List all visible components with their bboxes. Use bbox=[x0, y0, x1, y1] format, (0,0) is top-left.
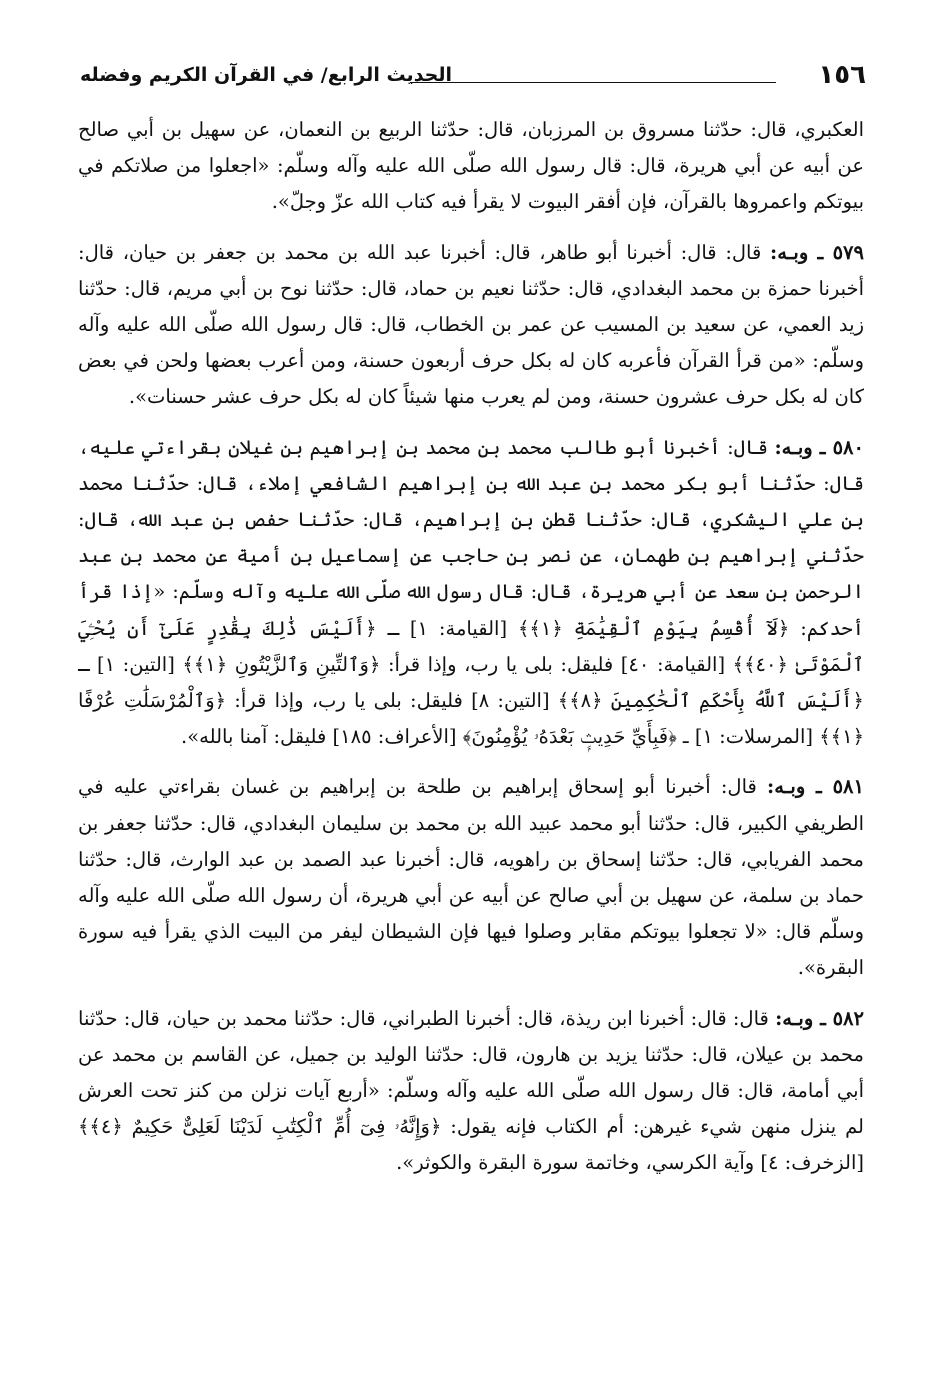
paragraph-text: قال: أخبرنا أبو إسحاق إبراهيم بن طلحة بن إبراهيم بن غسان بقراءتي عليه في الطريفي الكبير، قال: حدّثنا أبو محمد عبيد الله بن محمد بن سليمان البغدادي، قال: حدّثنا جعفر بن محمد الفريابي، قال: حدّثنا إسحاق بن راهويه، قال: أخبرنا عبد الصمد بن عبد الوارث، قال: حدّثنا حماد بن سلمة، عن سهيل بن أبي صالح عن أبيه عن أبي هريرة، أن رسول الله صلّى الله عليه وآله وسلّم قال: «لا تجعلوا بيوتكم مقابر وصلوا فيها فإن الشيطان ليفر من البيت الذي يقرأ فيه سورة البقرة». bbox=[78, 775, 864, 980]
paragraph-text: قال: أخبرنا أبو طالب محمد بن محمد بن إبراهيم بن غيلان بقراءتي عليه، قال: حدّثنا أبو بكر محمد بن عبد الله بن إبراهيم الشافعي إملاء، قال: حدّثنا محمد بن علي اليشكري، قال: حدّثنا قطن بن إبراهيم، قال: حدّثنا حفص بن عبد الله، قال: حدّثني إبراهيم بن طهمان، عن نصر بن حاجب عن إسماعيل بن أمية عن محمد بن عبد الرحمن بن سعد عن أبي هريرة، قال: قال رسول الله صلّى الله عليه وآله وسلّم: «إذا قرأ أحدكم: ﴿لَآ أُقْسِمُ بِيَوْمِ ٱلْقِيَٰمَةِ ﴿١﴾﴾ [القيامة: ١] ـ ﴿أَلَيْسَ ذَٰلِكَ بِقَٰدِرٍ عَلَىٰٓ أَن يُحْـِۧيَ ٱلْمَوْتَىٰ ﴿٤٠﴾﴾ [القيامة: ٤٠] فليقل: بلى يا رب، وإذا قرأ: ﴿وَٱلتِّينِ وَٱلزَّيْتُونِ ﴿١﴾﴾ [التين: ١] ـ ﴿أَلَيْسَ ٱللَّهُ بِأَحْكَمِ ٱلْحَٰكِمِينَ ﴿٨﴾﴾ [التين: ٨] فليقل: بلى يا رب، وإذا قرأ: ﴿وَٱلْمُرْسَلَٰتِ عُرْفًا ﴿١﴾﴾ [المرسلات: ١] ـ ﴿فَبِأَيِّ حَدِيثِۭ بَعْدَهُۥ يُؤْمِنُونَ﴾ [الأعراف: ١٨٥] فليقل: آمنا بالله». bbox=[78, 435, 865, 749]
paragraph-text: قال: قال: أخبرنا ابن ريذة، قال: أخبرنا الطبراني، قال: حدّثنا محمد بن حيان، قال: حدّثنا محمد بن عيلان، قال: حدّثنا يزيد بن هارون، قال: حدّثنا الوليد بن جميل، عن القاسم بن محمد عن أبي أمامة، قال: قال رسول الله صلّى الله عليه وآله وسلّم: «أربع آيات نزلن من كنز تحت العرش لم ينزل منهن شيء غيرهن: أم الكتاب فإنه يقول: ﴿وَإِنَّهُۥ فِىٓ أُمِّ ٱلْكِتَٰبِ لَدَيْنَا لَعَلِىٌّ حَكِيمٌ ﴿٤﴾﴾ [الزخرف: ٤] وآية الكرسي، وخاتمة سورة البقرة والكوثر». bbox=[78, 1006, 864, 1175]
running-title: الحديث الرابع/ في القرآن الكريم وفضله bbox=[80, 64, 453, 86]
paragraph-text: قال: قال: أخبرنا أبو طاهر، قال: أخبرنا عبد الله بن محمد بن جعفر بن حيان، قال: أخبرنا حمزة بن محمد البغدادي، قال: حدّثنا نعيم بن حماد، قال: حدّثنا نوح بن أبي مريم، قال: حدّثنا زيد العمي، عن سعيد بن المسيب عن عمر بن الخطاب، قال: قال رسول الله صلّى الله عليه وآله وسلّم: «من قرأ القرآن فأعربه كان له بكل حرف أربعون حسنة، ومن أعرب بعضها ولحن في بعض كان له بكل حرف عشرون حسنة، ومن لم يعرب منها شيئاً كان له بكل حرف عشر حسنات». bbox=[78, 240, 864, 409]
paragraph bbox=[78, 112, 864, 221]
page-number: ١٥٦ bbox=[818, 60, 866, 90]
paragraph-text: العكبري، قال: حدّثنا مسروق بن المرزبان، قال: حدّثنا الربيع بن النعمان، عن سهيل بن أبي صالح عن أبيه عن أبي هريرة، قال: قال رسول الله صلّى الله عليه وآله وسلّم: «اجعلوا من صلاتكم في بيوتكم واعمروها بالقرآن، فإن أفقر البيوت لا يقرأ فيه كتاب الله عزّ وجلّ». bbox=[78, 118, 864, 214]
paragraph bbox=[78, 430, 864, 756]
hadith-number: ٥٨٢ ـ وبـه: bbox=[775, 1006, 864, 1030]
page-body bbox=[78, 112, 864, 1196]
paragraph bbox=[78, 769, 864, 986]
paragraph bbox=[78, 235, 864, 416]
hadith-number: ٥٧٩ ـ وبـه: bbox=[770, 240, 864, 264]
page-header bbox=[80, 58, 866, 94]
hadith-number: ٥٨١ ـ وبـه: bbox=[767, 775, 864, 799]
hadith-number: ٥٨٠ ـ وبـه: bbox=[774, 435, 864, 459]
header-rule bbox=[410, 82, 776, 83]
paragraph bbox=[78, 1001, 864, 1182]
